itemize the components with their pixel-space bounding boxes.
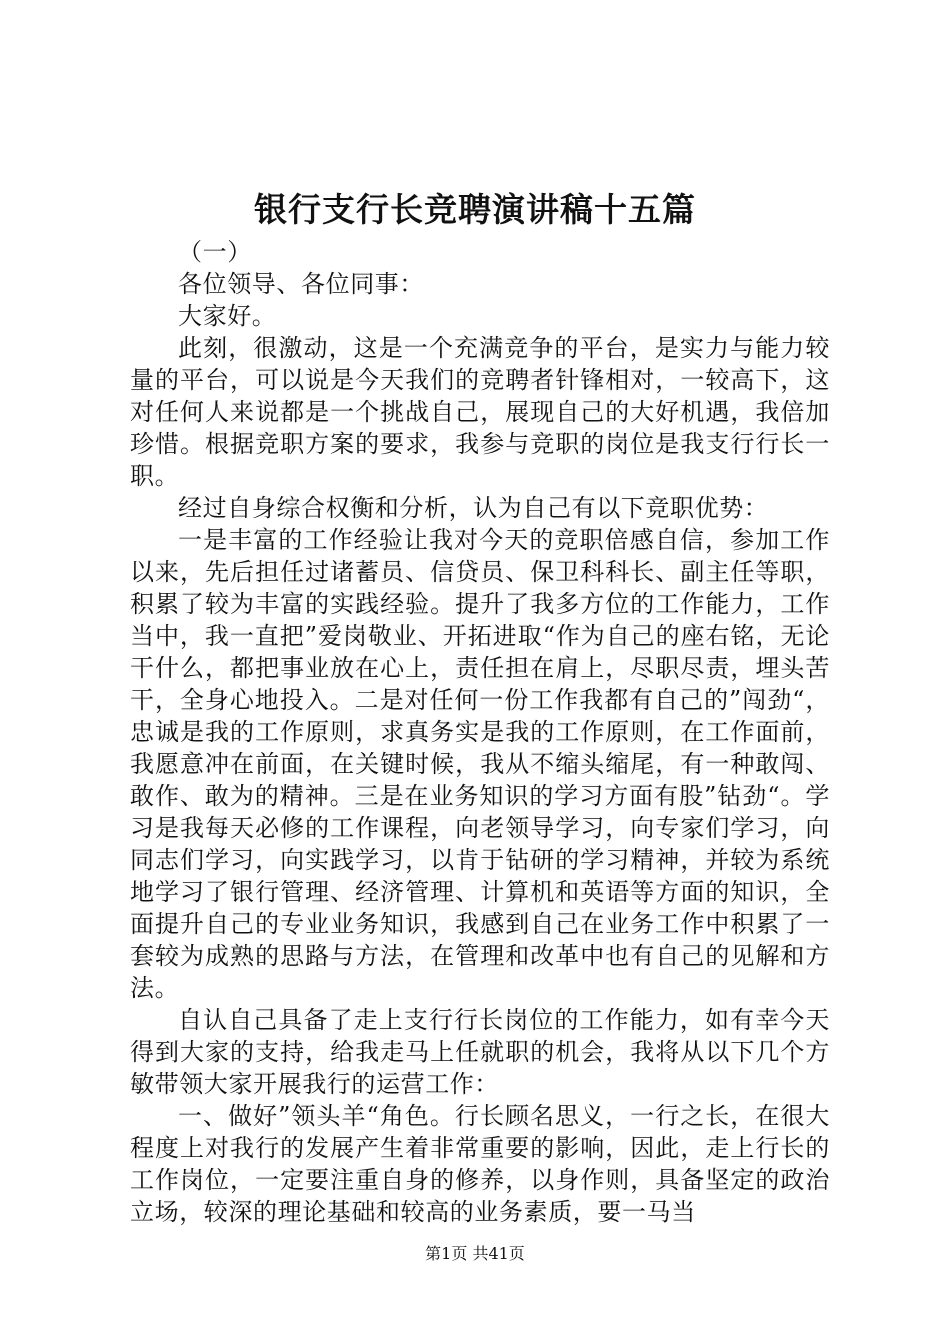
document-title: 银行支行长竞聘演讲稿十五篇 xyxy=(254,190,696,229)
greeting: 大家好。 xyxy=(178,302,277,330)
body-paragraph: 一、做好”领头羊“角色。行长顾名思义，一行之长，在很大程度上对我行的发展产生着非常重要的影响，因此，走上行长的工作岗位，一定要注重自身的修养，以身作则，具备坚定的政治立场，较深的理论基础和较高的业务素质，要一马当 xyxy=(130,1102,830,1226)
body-paragraph: 一是丰富的工作经验让我对今天的竞职倍感自信，参加工作以来，先后担任过诸蓄员、信贷员、保卫科科长、副主任等职，积累了较为丰富的实践经验。提升了我多方位的工作能力，工作当中，我一直把”爱岗敬业、开拓进取“作为自己的座右铭，无论干什么，都把事业放在心上，责任担在肩上，尽职尽责，埋头苦干，全身心地投入。二是对任何一份工作我都有自己的”闯劲“，忠诚是我的工作原则，求真务实是我的工作原则，在工作面前，我愿意冲在前面，在关键时候，我从不缩头缩尾，有一种敢闯、敢作、敢为的精神。三是在业务知识的学习方面有股”钻劲“。学习是我每天必修的工作课程，向老领导学习，向专家们学习，向同志们学习，向实践学习，以肯于钻研的学习精神，并较为系统地学习了银行管理、经济管理、计算机和英语等方面的知识，全面提升自己的专业业务知识，我感到自己在业务工作中积累了一套较为成熟的思路与方法，在管理和改革中也有自己的见解和方法。 xyxy=(130,526,830,1002)
salutation: 各位领导、各位同事： xyxy=(178,270,424,298)
body-paragraph: 经过自身综合权衡和分析，认为自己有以下竞职优势： xyxy=(178,494,769,522)
section-number: （一） xyxy=(178,238,252,266)
page-footer: 第1页 共41页 xyxy=(425,1244,525,1263)
body-paragraph: 此刻，很激动，这是一个充满竞争的平台，是实力与能力较量的平台，可以说是今天我们的竞聘者针锋相对，一较高下，这对任何人来说都是一个挑战自己，展现自己的大好机遇，我倍加珍惜。根据竞职方案的要求，我参与竞职的岗位是我支行行长一职。 xyxy=(130,334,830,490)
document-body xyxy=(130,236,830,1228)
body-paragraph: 自认自己具备了走上支行行长岗位的工作能力，如有幸今天得到大家的支持，给我走马上任就职的机会，我将从以下几个方敏带领大家开展我行的运营工作： xyxy=(130,1006,830,1098)
